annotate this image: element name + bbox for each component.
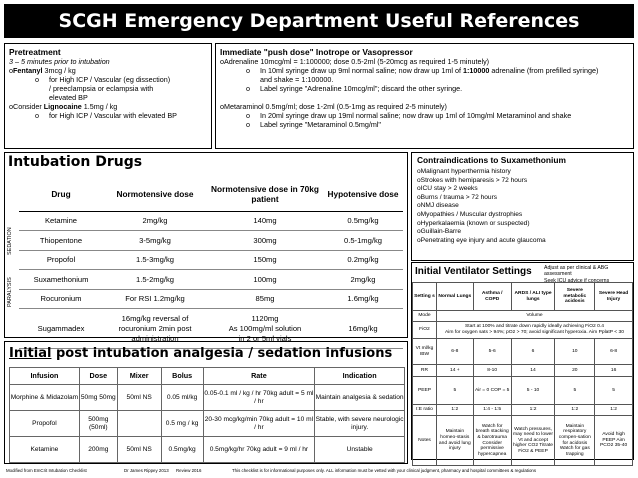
- table-row: PEEP 5 Air = 0 COP = 5 5 - 10 5 5: [413, 377, 633, 405]
- list-item: oStrokes with hemiparesis > 72 hours: [417, 176, 528, 184]
- fentanyl-note: o for High ICP / Vascular (eg dissection): [35, 75, 171, 84]
- footer-disclaimer: This checklist is for informational purposes only. ALL information must be vetted with your clinical judgment, pharmacy and hospital committees & regulations: [232, 468, 537, 473]
- ventilator-note: Adjust as per clinical & ABG assessment Seek ICU advice if concerns: [544, 265, 610, 284]
- list-item: oHyperkalaemia (known or suspected): [417, 219, 530, 227]
- contraindications-panel: [411, 152, 634, 261]
- footer-author: Dr James Rippey 2013: [124, 468, 169, 473]
- lignocaine-label: Lignocaine: [43, 102, 82, 111]
- pretreatment-subtitle: 3 – 5 minutes prior to intubation: [9, 57, 110, 66]
- table-row-sugammadex: Sugammadex 16mg/kg reversal of rocuronium 2min post administration 1120mg As 100mg/ml solution in 2 or 5ml vials 16mg/kg: [19, 309, 403, 349]
- footer-review: Review 2016: [176, 468, 202, 473]
- table-row: Ketamine 2mg/kg 140mg 0.5mg/kg: [19, 211, 403, 231]
- table-row: Vt ml/kg IBW 6-8 5-6 6 10 6-8: [413, 339, 633, 365]
- list-item: oGuillain-Barre: [417, 228, 461, 236]
- footer: [4, 466, 634, 476]
- lignocaine-line: oConsider Lignocaine 1.5mg / kg: [9, 102, 118, 111]
- list-item: oBurns / trauma > 72 hours: [417, 193, 498, 201]
- analgesia-table: Infusion Dose Mixer Bolus Rate Indication Morphine & Midazolam 50mg 50mg 50ml NS 0.05 ml/kg 0.05-0.1 ml / kg / hr 70kg adult = 5 ml / hr Maintain analgesia & sedation Propofol 500mg (50ml) 0.5 mg / kg 20-30 mcg/kg/min 70kg adult = 10 ml / hr Stable, with severe neurologic injury. Ketamine 200mg 50ml NS 0.5mg/kg 0.5mg/kg/hr 70kg adult = 9 ml / hr Unstable: [9, 367, 405, 463]
- fentanyl-line: oFentanyl 3mcg / kg: [9, 66, 76, 75]
- adrenaline-step-1b: and shake = 1:100000.: [260, 75, 334, 84]
- metaraminol-step-2: o Label syringe "Metaraminol 0.5mg/ml": [246, 120, 381, 129]
- table-row: Suxamethonium 1.5-2mg/kg 100mg 2mg/kg: [19, 270, 403, 290]
- ventilator-settings-panel: [411, 262, 634, 460]
- pretreatment-panel: [4, 43, 212, 149]
- adrenaline-main: oAdrenaline 10mcg/ml = 1:100000; dose 0.5-2ml (5-20mcg as required 1-5 minutely): [220, 57, 490, 66]
- sedation-side-label: SEDATION: [7, 227, 13, 255]
- list-item: oNMJ disease: [417, 202, 459, 210]
- list-item: oICU stay > 2 weeks: [417, 185, 478, 193]
- table-row: Mode Volume: [413, 311, 633, 322]
- col-header-drug: Drug: [19, 177, 103, 211]
- fentanyl-dose: 3mcg / kg: [42, 66, 76, 75]
- col-header-normotensive-70kg: Normotensive dose in 70kg patient: [207, 177, 323, 211]
- col-header-hypotensive: Hypotensive dose: [323, 177, 403, 211]
- table-row: Ketamine 200mg 50ml NS 0.5mg/kg 0.5mg/kg/hr 70kg adult = 9 ml / hr Unstable: [10, 437, 405, 463]
- table-row: I:E ratio 1:2 1:4 - 1:5 1:2 1:2 1:2: [413, 405, 633, 416]
- analgesia-title: Initial post intubation analgesia / sedation infusions: [9, 346, 393, 361]
- table-row: Propofol 1.5-3mg/kg 150mg 0.2mg/kg: [19, 250, 403, 270]
- col-header-normotensive: Normotensive dose: [103, 177, 207, 211]
- page-title: SCGH Emergency Department Useful References: [4, 4, 634, 38]
- table-row: FiO2 Start at 100% and titrate down rapidly ideally achieving FiO2 0.4 Aim for oxygen sats > 94%; pO2 > 70; avoid significant hyperoxia. Aim PplatP < 30: [413, 322, 633, 339]
- push-dose-title: Immediate "push dose" Inotrope or Vasopressor: [220, 47, 413, 57]
- ventilator-title: Initial Ventilator Settings: [415, 266, 532, 277]
- list-item: oPenetrating eye injury and acute glaucoma: [417, 236, 546, 244]
- adrenaline-step-2: o Label syringe "Adrenaline 10mcg/ml"; discard the other syringe.: [246, 84, 463, 93]
- list-item: oMyopathies / Muscular dystrophies: [417, 210, 523, 218]
- list-item: oMalignant hyperthermia history: [417, 168, 511, 175]
- lignocaine-note: o for High ICP / Vascular with elevated BP: [35, 111, 177, 120]
- table-row: RR 14 + 8-10 14 20 16: [413, 365, 633, 377]
- fentanyl-note-3: elevated BP: [49, 93, 88, 102]
- intubation-title: Intubation Drugs: [8, 154, 143, 170]
- paralysis-side-label: PARALYSIS: [7, 277, 13, 307]
- push-dose-panel: [215, 43, 634, 149]
- table-row: Thiopentone 3-5mg/kg 300mg 0.5-1mg/kg: [19, 231, 403, 251]
- table-row: Notes Maintain homeo-stasis and avoid lung injury Watch for breath stacking & barotrauma Consider permissive hypercapnea Watch pressures, may need to lower Vt and accept higher CO2 Titrate FiO2 & PEEP Maintain respiratory compen-sation for acidosis Watch for gas trapping Avoid high PEEP Aim PCO2 35-40: [413, 416, 633, 466]
- pretreatment-title: Pretreatment: [9, 47, 61, 57]
- contraindications-title: Contraindications to Suxamethonium: [417, 155, 566, 165]
- metaraminol-step-1: o In 20ml syringe draw up 19ml normal saline; now draw up 1ml of 10mg/ml Metaraminol and shake: [246, 111, 572, 120]
- footer-source: Modified from EmCrit Intubation Checklist: [6, 468, 87, 473]
- adrenaline-step-1: o In 10ml syringe draw up 9ml normal saline; now draw up 1ml of 1:10000 adrenaline (from prefilled syringe): [246, 66, 599, 75]
- fentanyl-label: Fentanyl: [13, 66, 43, 75]
- table-row: Propofol 500mg (50ml) 0.5 mg / kg 20-30 mcg/kg/min 70kg adult = 10 ml / hr Stable, with severe neurologic injury.: [10, 411, 405, 437]
- intubation-drugs-panel: [4, 152, 408, 343]
- analgesia-panel: [4, 341, 408, 464]
- table-row: Rocuronium For RSI 1.2mg/kg 85mg 1.6mg/kg: [19, 289, 403, 309]
- fentanyl-note-2: / preeclampsia or eclampsia with: [49, 84, 154, 93]
- table-row: Morphine & Midazolam 50mg 50mg 50ml NS 0.05 ml/kg 0.05-0.1 ml / kg / hr 70kg adult = 5 ml / hr Maintain analgesia & sedation: [10, 385, 405, 411]
- metaraminol-main: oMetaraminol 0.5mg/ml; dose 1-2ml (0.5-1mg as required 2-5 minutely): [220, 102, 447, 111]
- intubation-table: [19, 177, 403, 349]
- ventilator-table: Setting s Normal Lungs Asthma / COPD ARDS / ALI type lungs Severe metabolic acidosis Severe Head Injury Mode Volume FiO2 Start at 100% and titrate down rapidly ideally achieving FiO2 0.4 Aim for oxygen sats > 94%; pO2 > 70; avoid significant hyperoxia. Aim PplatP < 30 Vt ml/kg IBW 6-8 5-6 6 10 6-8 RR 14 + 8-10 14 20 16 PEEP 5 Air = 0 COP = 5 5 - 10 5 5 I:E ratio 1:2 1:4 - 1:5 1:2 1:2 1:2 Notes Maintain homeo-stasis and avoid lung injury Watch for breath stacking & barotrauma Consider permissive hypercapnea Watch pressures, may need to lower Vt and accept higher CO2 Titrate FiO2 & PEEP Maintain respiratory compen-sation for acidosis Watch for gas trapping Avoid high PEEP Aim PCO2 35-40: [412, 282, 633, 466]
